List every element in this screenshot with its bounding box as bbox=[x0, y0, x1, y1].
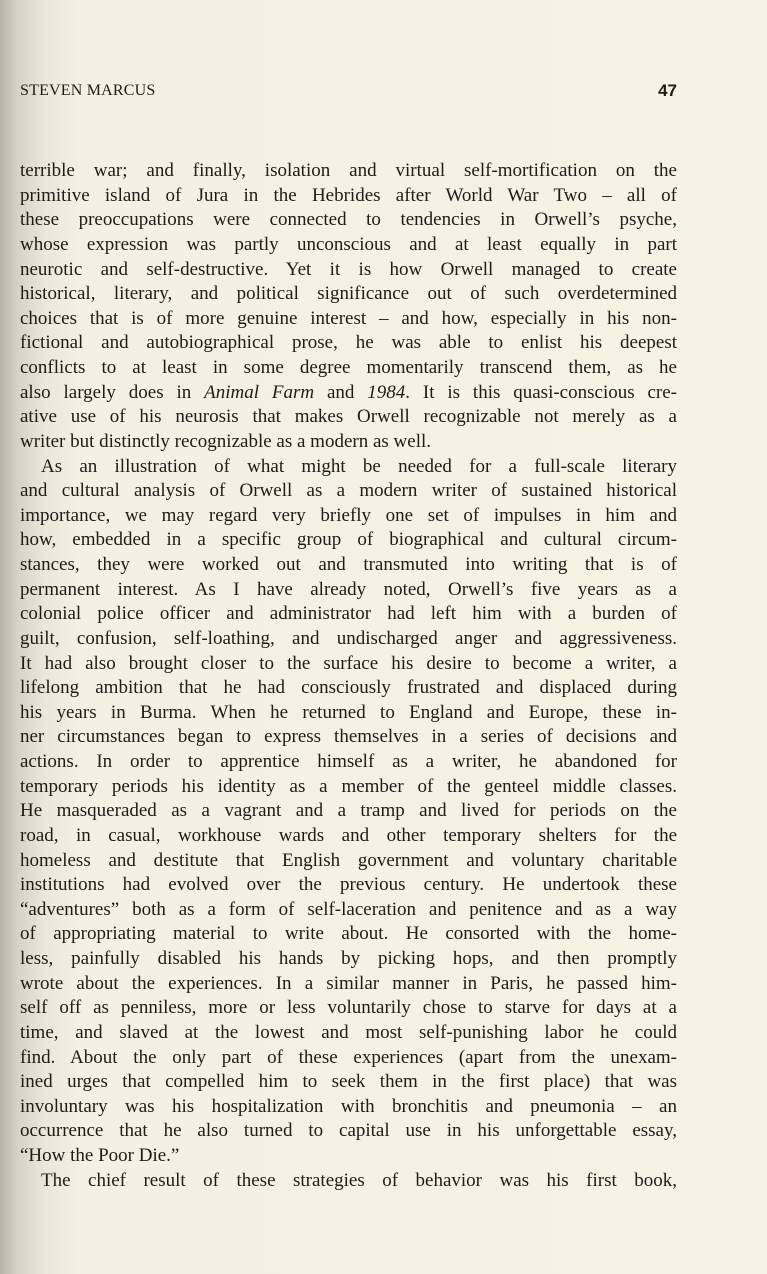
body-text bbox=[20, 159, 677, 1193]
text-line: guilt, confusion, self-loathing, and undischarged anger and aggressiveness. bbox=[20, 627, 677, 649]
text-line: lifelong ambition that he had consciously frustrated and displaced during bbox=[20, 677, 677, 699]
text-line: actions. In order to apprentice himself as a writer, he abandoned for bbox=[20, 751, 677, 772]
text-line: self off as penniless, more or less voluntarily chose to starve for days at a bbox=[20, 997, 677, 1019]
text-line: of appropriating material to write about. He consorted with the home- bbox=[20, 923, 677, 945]
text-line: The chief result of these strategies of behavior was his first book, bbox=[41, 1169, 677, 1191]
text-line: historical, literary, and political significance out of such overdetermined bbox=[20, 283, 677, 305]
text-line: his years in Burma. When he returned to England and Europe, these in- bbox=[20, 701, 677, 723]
text-line bbox=[20, 381, 677, 406]
text-line: involuntary was his hospitalization with bronchitis and pneumonia – an bbox=[20, 1095, 677, 1117]
italic-title: Animal Farm bbox=[204, 381, 315, 403]
text-line: permanent interest. As I have already noted, Orwell’s five years as a bbox=[20, 578, 677, 600]
text-line: colonial police officer and administrator had left him with a burden of bbox=[20, 603, 677, 625]
text-line: fictional and autobiographical prose, he was able to enlist his deepest bbox=[20, 332, 677, 354]
text-line: importance, we may regard very briefly one set of impulses in him and bbox=[20, 504, 677, 526]
text-segment: and bbox=[314, 381, 368, 403]
text-line: these preoccupations were connected to tendencies in Orwell’s psyche, bbox=[20, 209, 677, 231]
text-line: ner circumstances began to express themselves in a series of decisions and bbox=[20, 726, 677, 748]
text-line: homeless and destitute that English government and voluntary charitable bbox=[20, 849, 677, 871]
running-head: STEVEN MARCUS bbox=[20, 82, 156, 99]
text-line: occurrence that he also turned to capital use in his unforgettable essay, bbox=[20, 1120, 677, 1142]
text-line: ative use of his neurosis that makes Orwell recognizable not merely as a bbox=[20, 406, 677, 428]
page-header bbox=[20, 82, 677, 106]
text-line: “How the Poor Die.” bbox=[20, 1145, 180, 1166]
text-line: terrible war; and finally, isolation and virtual self-mortification on the bbox=[20, 160, 677, 181]
text-line: choices that is of more genuine interest – and how, especially in his non- bbox=[20, 307, 677, 329]
text-line: It had also brought closer to the surface his desire to become a writer, a bbox=[20, 652, 677, 674]
text-line: primitive island of Jura in the Hebrides after World War Two – all of bbox=[20, 184, 677, 206]
text-line: how, embedded in a specific group of biographical and cultural circum- bbox=[20, 529, 677, 551]
text-line: and cultural analysis of Orwell as a modern writer of sustained historical bbox=[20, 480, 677, 502]
text-line: ined urges that compelled him to seek them in the first place) that was bbox=[20, 1071, 677, 1093]
text-line: wrote about the experiences. In a similar manner in Paris, he passed him- bbox=[20, 972, 677, 994]
text-line: He masqueraded as a vagrant and a tramp and lived for periods on the bbox=[20, 800, 677, 822]
text-line: As an illustration of what might be needed for a full-scale literary bbox=[41, 455, 677, 477]
text-line: neurotic and self-destructive. Yet it is how Orwell managed to create bbox=[20, 258, 677, 280]
text-line: stances, they were worked out and transmuted into writing that is of bbox=[20, 554, 677, 575]
text-line: road, in casual, workhouse wards and other temporary shelters for the bbox=[20, 824, 677, 846]
text-line: conflicts to at least in some degree momentarily transcend them, as he bbox=[20, 357, 677, 378]
text-line: institutions had evolved over the previous century. He undertook these bbox=[20, 874, 677, 896]
text-line: writer but distinctly recognizable as a modern as well. bbox=[20, 430, 432, 452]
text-line: find. About the only part of these experiences (apart from the unexam- bbox=[20, 1046, 677, 1068]
italic-title: 1984 bbox=[367, 381, 406, 403]
text-line: time, and slaved at the lowest and most self-punishing labor he could bbox=[20, 1021, 677, 1043]
text-segment: . It is this quasi-conscious cre- bbox=[405, 381, 678, 403]
text-line: temporary periods his identity as a member of the genteel middle classes. bbox=[20, 775, 677, 797]
page-number: 47 bbox=[658, 81, 677, 100]
text-segment: also largely does in bbox=[20, 381, 205, 403]
text-line: “adventures” both as a form of self-laceration and penitence and as a way bbox=[20, 898, 677, 920]
text-line: less, painfully disabled his hands by picking hops, and then promptly bbox=[20, 948, 677, 969]
text-line: whose expression was partly unconscious and at least equally in part bbox=[20, 233, 677, 255]
